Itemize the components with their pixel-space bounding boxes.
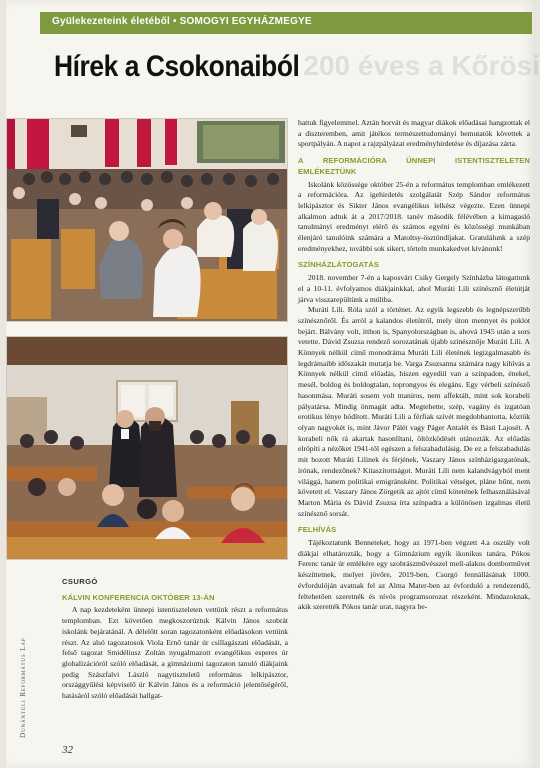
- meeting-hall-audience-photo: [6, 118, 288, 322]
- church-congregation-children-photo: [6, 336, 288, 560]
- left-article-column: [62, 577, 288, 702]
- article-paragraph: Muráti Lili. Róla szól a történet. Az egyik legszebb és legnépszerűbb színésznőről. És arról a kalandos életútról, mely úton mennyet és poklot bejárt. Bálvány volt, itthon is, Spanyolországban is, ahová 1945 után a sors vetette. Dávid Zsuzsa rendező sorozatának újabb színésznője Muráti Lili. A Könnyek nélkül című monodráma Muráti Lili életének legizgalmasabb és legdrámaibb időszakát mutatja be. Varga Zsuzsanna számára nagy kihívás a Könnyek nélkül című előadás, hiszen egyedül van a színpadon, énekel, mesél, boldog és boldogtalan, toprongyos és elegáns. Egy vérbeli színésző hasonmása. Muráti sosem volt maniros, nem affektált, mint sok korabeli pályatársa. Mindig önmagát adta. Megtehette, szép, vagány és izgatóan erotikus lénye hódított. Muráti Lili a férfiak szívét megdobbantotta, köztük olyan nagyokét is, mint Jávor Pálét vagy Páger Antalét és Básti Lajosét. A korabeli nők rá akartak hasonlítani, öltözködését utánozták. Az előadás elröpíti a nézőket 1941-től egészen a felszabadulásig. De ez a felszabadulás mit hozott Muráti Lilinek és férjének, Vaszary János színházigazgatónak, írónak, rendezőnek? Kitaszítottságot. Muráti Lili nem kalandvágyból ment világgá, hanem politikai emigránsként. Politikai vétséget, pláne bűnt, nem követett el. Vaszary János Zörgetik az ajtót című kötetének felhasználásával Marton Mária és Dávid Zsuzsa írta színpadra a különösen izgalmas életű színésznő sorsát.: [298, 305, 530, 518]
- continuation-paragraph: hattuk figyelemmel. Aztán horvát és magyar diákok előadásai hangzottak el a diszteremben, amit játékos természettudományi bemutatók követtek a sportpályán. A napot a rajzpályázat eredményhirdetése és díjazása zárta.: [298, 118, 530, 149]
- article-heading-kalvin: KÁLVIN KONFERENCIA OKTÓBER 13-ÁN: [62, 592, 215, 602]
- page-title: Hírek a Csokonaiból: [54, 50, 300, 83]
- article-paragraph: A nap kezdeteként ünnepi istentiszteleten vettünk részt a református templomban. Ezt követően megkoszorúztuk Kálvin János szobrát iskolánk bejáratánál. A délelőtt soran tagozatonként előadásokon vettünk részt. Az alsó tagozatosok Viola Ernő tanár úr csillagászati előadását, a felső tagozat Smidéliusz Zoltán nyugalmazott evangélikus esperes úr globalizációról szóló előadását, a gimnáziumi tagozaton tanuló diákjaink pedig Szászfalvi László nagytiszteletű református lelkipásztor, országgyűlési képviselő úr Kálvin János és a reformáció jelentőségéről, hatásáról szóló előadását hallgat-: [62, 605, 288, 701]
- page-number: 32: [62, 744, 73, 756]
- publication-side-label: Dunántúli Református Lap: [18, 637, 27, 738]
- section-header-bar: [40, 12, 532, 34]
- article-paragraph: Tájékoztatunk Benneteket, hogy az 1971-ben végzett 4.a osztály volt diákjai elhatározták, hogy a Gimnázium egyik ikonikus tanára, Pókos Ferenc tanár úr emlékére egy szobrászművésszel mell-alakos domborművet készíttetnek, melyet jövőre, 2019-ben, Csurgó fennállásának 1000. évfordulóján avatnak fel az Alma Mater-ben az évforduló a rendezendő, feltehetően szeretnék és nívós programsorozat részeként. Mindazoknak, akik szerették Pókos tanár urat, nagyra be-: [298, 538, 530, 612]
- article-paragraph: 2018. november 7-én a kaposvári Csiky Gergely Színházba látogattunk el a 10-11. évfolyamos diákjainkkal, ahol Muráti Lili színésznő életútját járva visszarepültünk a múltba.: [298, 273, 530, 304]
- right-article-column: [298, 118, 530, 613]
- location-kicker: CSURGÓ: [62, 577, 98, 586]
- article-heading-felhivas: FELHÍVÁS: [298, 525, 337, 535]
- ghost-title-watermark: 200 éves a Kőrösi: [303, 50, 540, 81]
- article-paragraph: Iskolánk közössége október 25-én a református templomban emlékezett a reformációra. Az igehirdetés szolgálatát Szép Sándor református lelkipásztor és Sikter János evangélikus lelkész végezte. Ezen ünnepi alkalmon adtuk át a 2017/2018. tanév második félévében a kimagasló tanulmányi eredményt elérő és számos egyéni és közösségi munkában élenjáró tanulóink számára a Matoltsy-ösztöndíjakat. Gratulálunk a szép eredményekhez, további sok sikert, törteln munkakedvet kívánunk!: [298, 179, 530, 253]
- article-heading-reformacio: A REFORMÁCIÓRA ÜNNEPI ISTENTISZTELETEN EMLÉKEZTÜNK: [298, 156, 530, 176]
- article-heading-szinhaz: SZÍNHÁZLÁTOGATÁS: [298, 260, 380, 270]
- section-header-text: Gyülekezeteink életéből • SOMOGYI EGYHÁZMEGYE: [52, 16, 312, 27]
